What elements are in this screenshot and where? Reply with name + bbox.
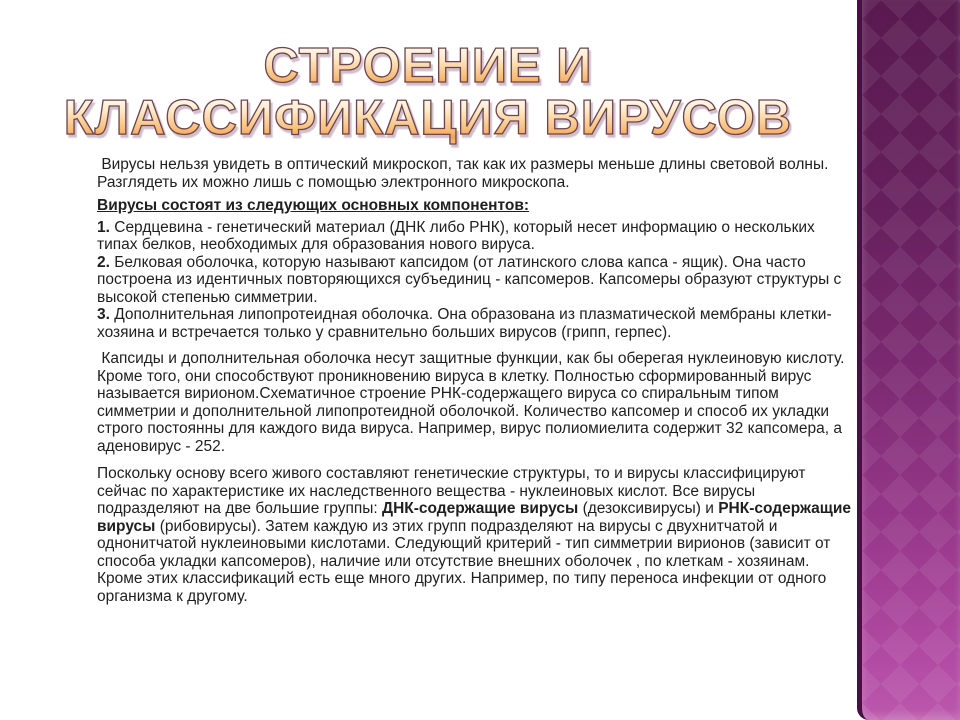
list-item	[97, 306, 851, 341]
rna-viruses-term: РНК-содержащие вирусы	[97, 500, 856, 535]
components-heading: Вирусы состоят из следующих основных компонентов:	[97, 197, 530, 214]
classification-text: (рибовирусы). Затем каждую из этих групп подразделяют на вирусы с двухнитчатой и однонитчатой нуклеиновыми кислотами. Следующий критерий - тип симметрии вирионов (зависит от способа укладки капсомеров), наличие или отсутствие внешних оболочек , по клеткам - хозяинам. Кроме этих классификаций есть еще много других. Например, по типу переноса инфекции от одного организма к другому.	[97, 517, 835, 605]
slide-body	[97, 156, 856, 611]
classification-text: (дезоксивирусы) и	[578, 500, 719, 517]
paragraph-classification	[97, 465, 856, 605]
dna-viruses-term: ДНК-содержащие вирусы	[382, 500, 579, 517]
item-text: Дополнительная липопротеидная оболочка. Она образована из плазматической мембраны клетки-хозяина и встречается только у сравнительно больших вирусов (грипп, герпес).	[97, 306, 832, 341]
item-text: Белковая оболочка, которую называют капсидом (от латинского слова капса - ящик). Она часто построена из идентичных повторяющихся субъединиц - капсомеров. Капсомеры образуют структуры с высокой степенью симметрии.	[97, 253, 846, 306]
decorative-sidebar	[857, 0, 960, 720]
slide-title: СТРОЕНИЕ И КЛАССИФИКАЦИЯ ВИРУСОВ	[28, 40, 828, 144]
list-item	[97, 219, 851, 254]
paragraph-intro: Вирусы нельзя увидеть в оптический микроскоп, так как их размеры меньше длины световой волны. Разглядеть их можно лишь с помощью электронного микроскопа.	[97, 156, 833, 191]
item-number: 2.	[97, 253, 110, 271]
classification-text: Поскольку основу всего живого составляют генетические структуры, то и вирусы классифицируют сейчас по характеристике их наследственного вещества - нуклеиновых кислот. Все вирусы подразделяют на две большие группы:	[97, 465, 810, 517]
list-item	[97, 254, 851, 307]
item-number: 3.	[97, 306, 110, 323]
item-number: 1.	[97, 218, 110, 236]
item-text: Сердцевина - генетический материал (ДНК либо РНК), который несет информацию о нескольких типах белков, необходимых для образования нового вируса.	[97, 218, 820, 253]
paragraph-capsids: Капсиды и дополнительная оболочка несут защитные функции, как бы оберегая нуклеиновую кислоту. Кроме того, они способствуют проникновению вируса в клетку. Полностью сформированный вирус называется вирионом.Схематичное строение РНК-содержащего вируса со спиральным типом симметрии и дополнительной липопротеидной оболочкой. Количество капсомер и способ их укладки строго постоянны для каждого вида вируса. Например, вирус полиомиелита содержит 32 капсомера, а аденовирус - 252.	[97, 350, 849, 455]
components-list	[97, 219, 851, 342]
